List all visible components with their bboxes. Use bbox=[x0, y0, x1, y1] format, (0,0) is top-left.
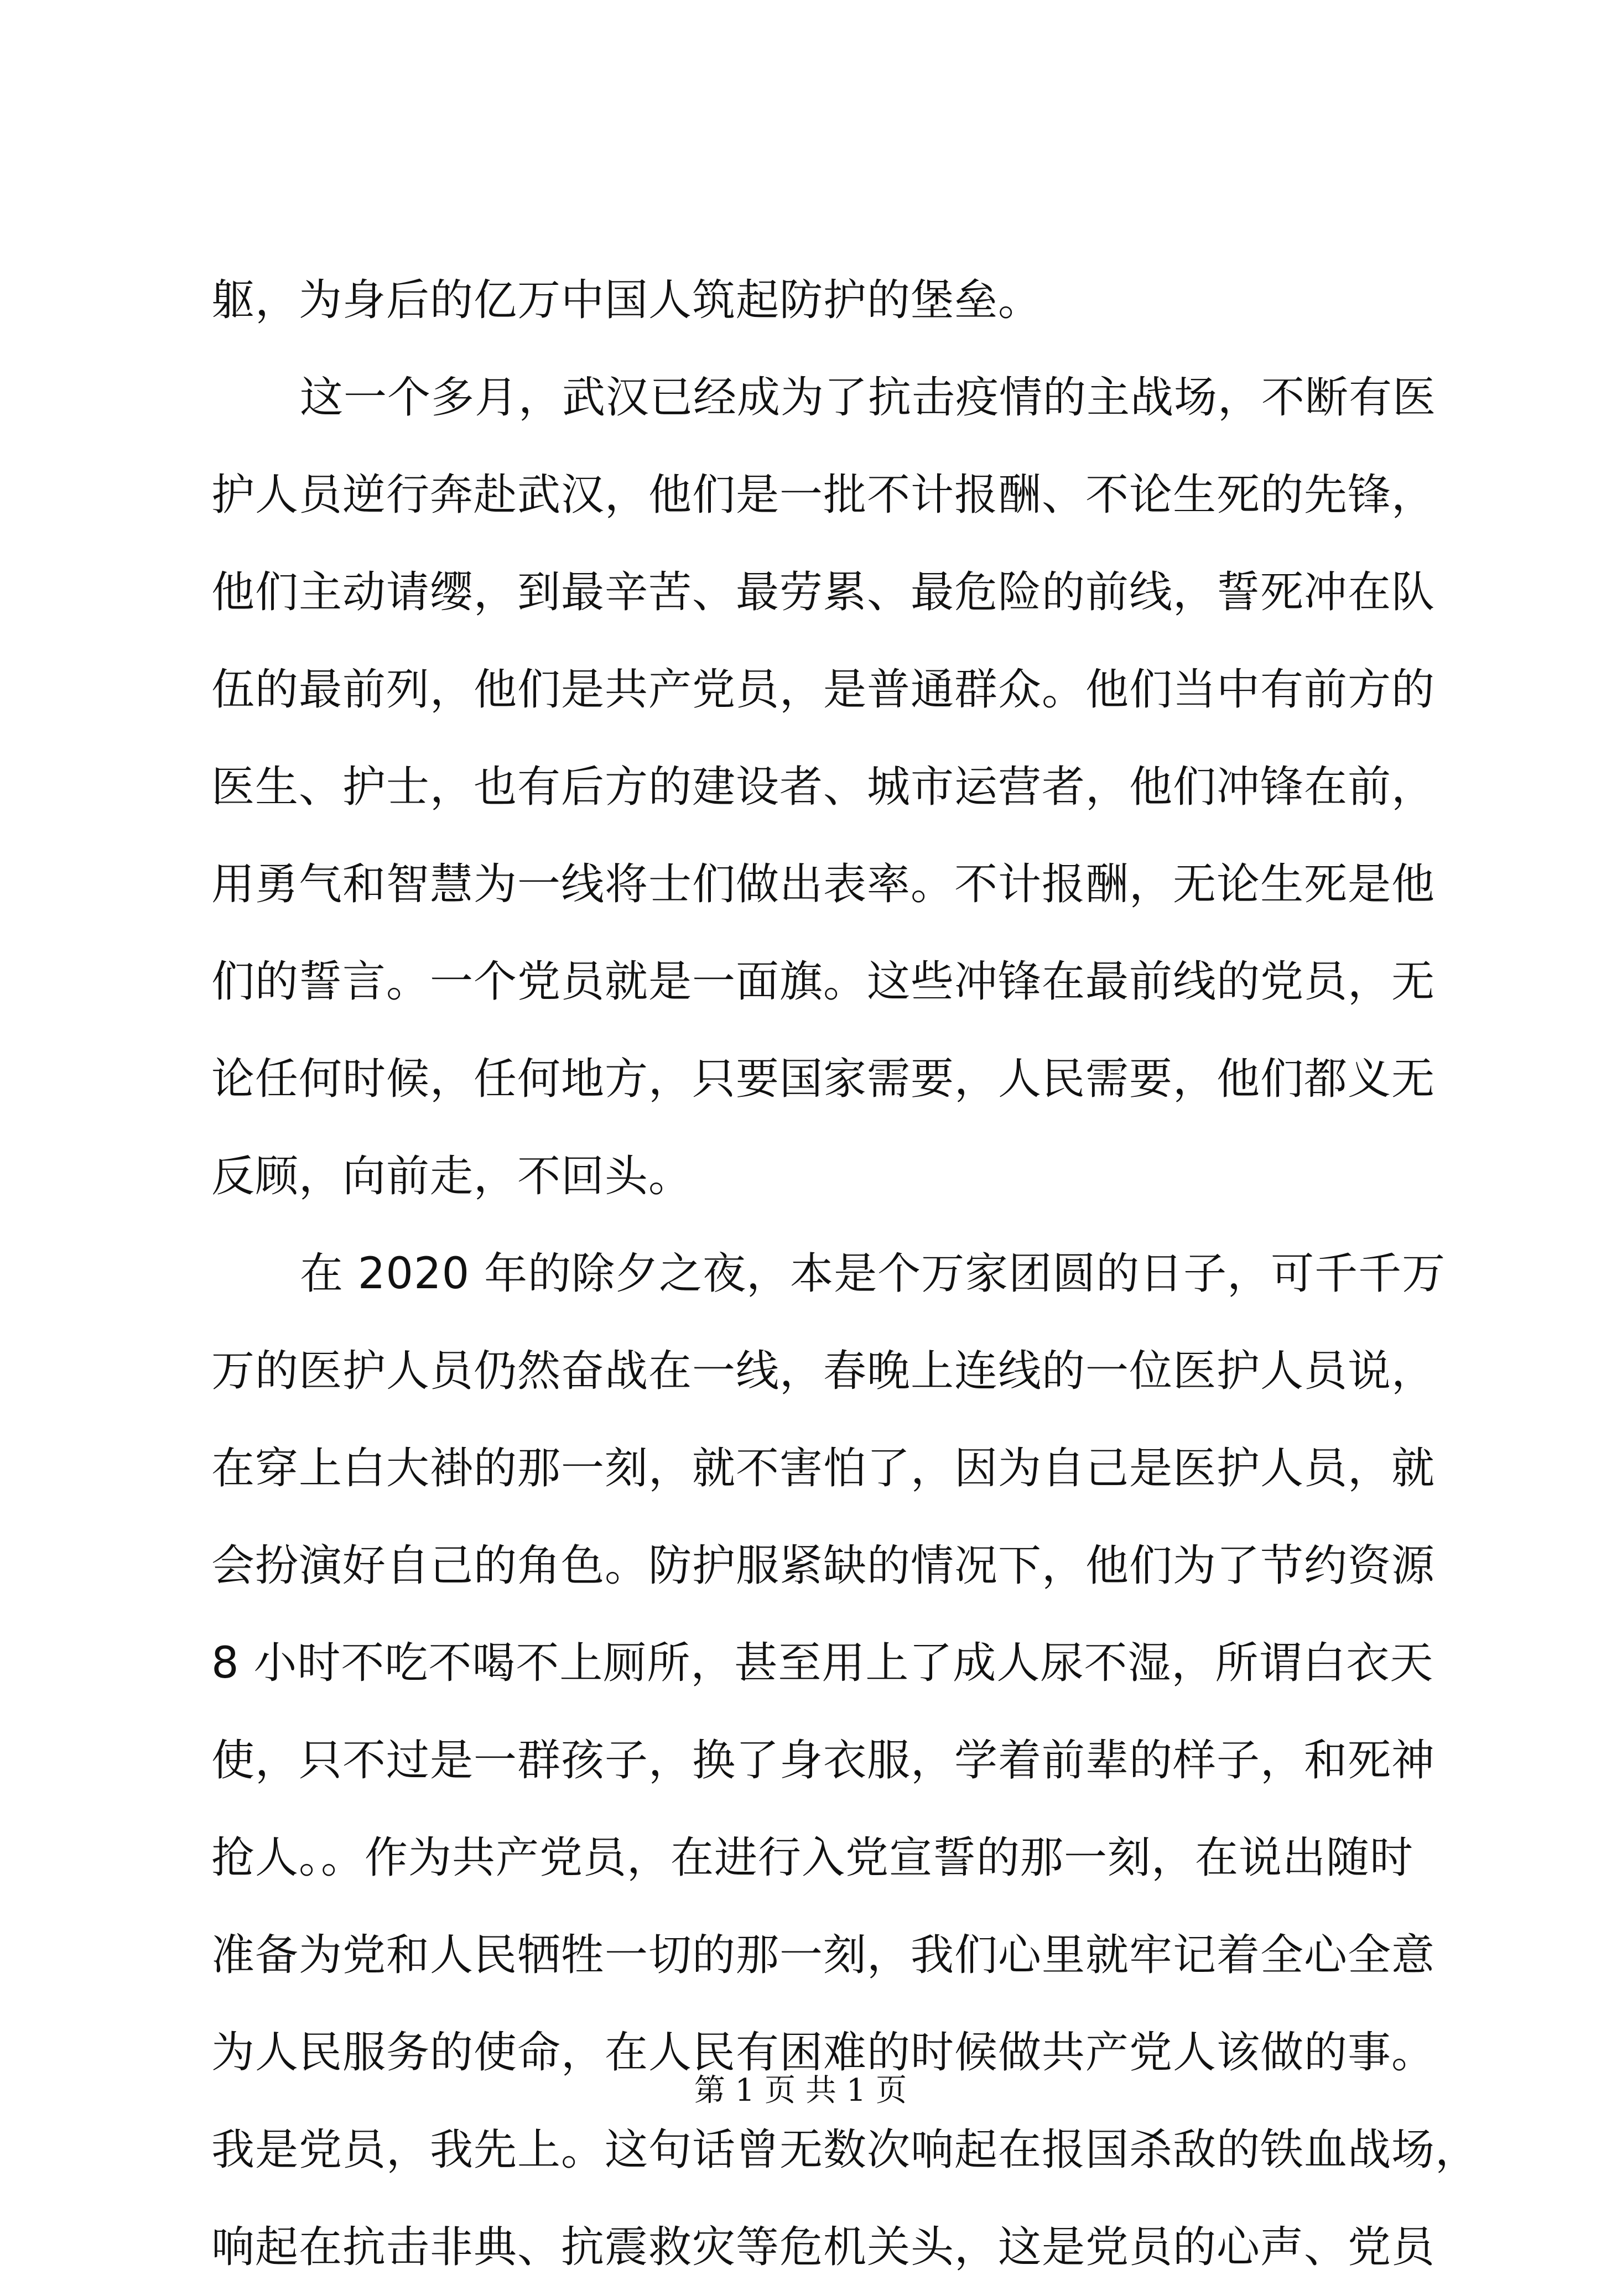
page-number-footer: 第 1 页 共 1 页 bbox=[694, 2073, 907, 2108]
text-line: 我是党员，我先上。这句话曾无数次响起在报国杀敌的铁血战场， bbox=[211, 2125, 1479, 2175]
document-body bbox=[211, 252, 1479, 2296]
text-line: 抢人。。作为共产党员，在进行入党宣誓的那一刻，在说出随时 bbox=[211, 1833, 1414, 1883]
text-line: 论任何时候，任何地方，只要国家需要，人民需要，他们都义无 bbox=[211, 1054, 1436, 1104]
text-line: 响起在抗击非典、抗震救灾等危机关头，这是党员的心声、党员 bbox=[211, 2222, 1436, 2272]
paragraph-first-line: 在 2020 年的除夕之夜，本是个万家团圆的日子，可千千万 bbox=[300, 1249, 1446, 1299]
text-line: 医生、护士，也有后方的建设者、城市运营者，他们冲锋在前， bbox=[211, 762, 1436, 812]
text-line: 用勇气和智慧为一线将士们做出表率。不计报酬，无论生死是他 bbox=[211, 860, 1436, 909]
text-line: 为人民服务的使命，在人民有困难的时候做共产党人该做的事。 bbox=[211, 2028, 1436, 2078]
text-line: 他们主动请缨，到最辛苦、最劳累、最危险的前线，誓死冲在队 bbox=[211, 568, 1436, 617]
text-line: 反顾，向前走，不回头。 bbox=[211, 1152, 693, 1201]
text-line: 护人员逆行奔赴武汉，他们是一批不计报酬、不论生死的先锋， bbox=[211, 470, 1436, 520]
text-line: 使，只不过是一群孩子，换了身衣服，学着前辈的样子，和死神 bbox=[211, 1736, 1436, 1785]
paragraph-first-line: 这一个多月，武汉已经成为了抗击疫情的主战场，不断有医 bbox=[300, 373, 1437, 423]
text-line: 万的医护人员仍然奋战在一线，春晚上连线的一位医护人员说， bbox=[211, 1346, 1436, 1396]
text-line: 会扮演好自己的角色。防护服紧缺的情况下，他们为了节约资源 bbox=[211, 1541, 1436, 1591]
text-line: 伍的最前列，他们是共产党员，是普通群众。他们当中有前方的 bbox=[211, 665, 1436, 715]
text-line: 在穿上白大褂的那一刻，就不害怕了，因为自己是医护人员，就 bbox=[211, 1444, 1436, 1493]
text-line: 们的誓言。一个党员就是一面旗。这些冲锋在最前线的党员，无 bbox=[211, 957, 1436, 1007]
text-line: 躯，为身后的亿万中国人筑起防护的堡垒。 bbox=[211, 275, 1042, 325]
text-line: 8 小时不吃不喝不上厕所，甚至用上了成人尿不湿，所谓白衣天 bbox=[211, 1638, 1434, 1688]
text-line: 准备为党和人民牺牲一切的那一刻，我们心里就牢记着全心全意 bbox=[211, 1930, 1436, 1980]
